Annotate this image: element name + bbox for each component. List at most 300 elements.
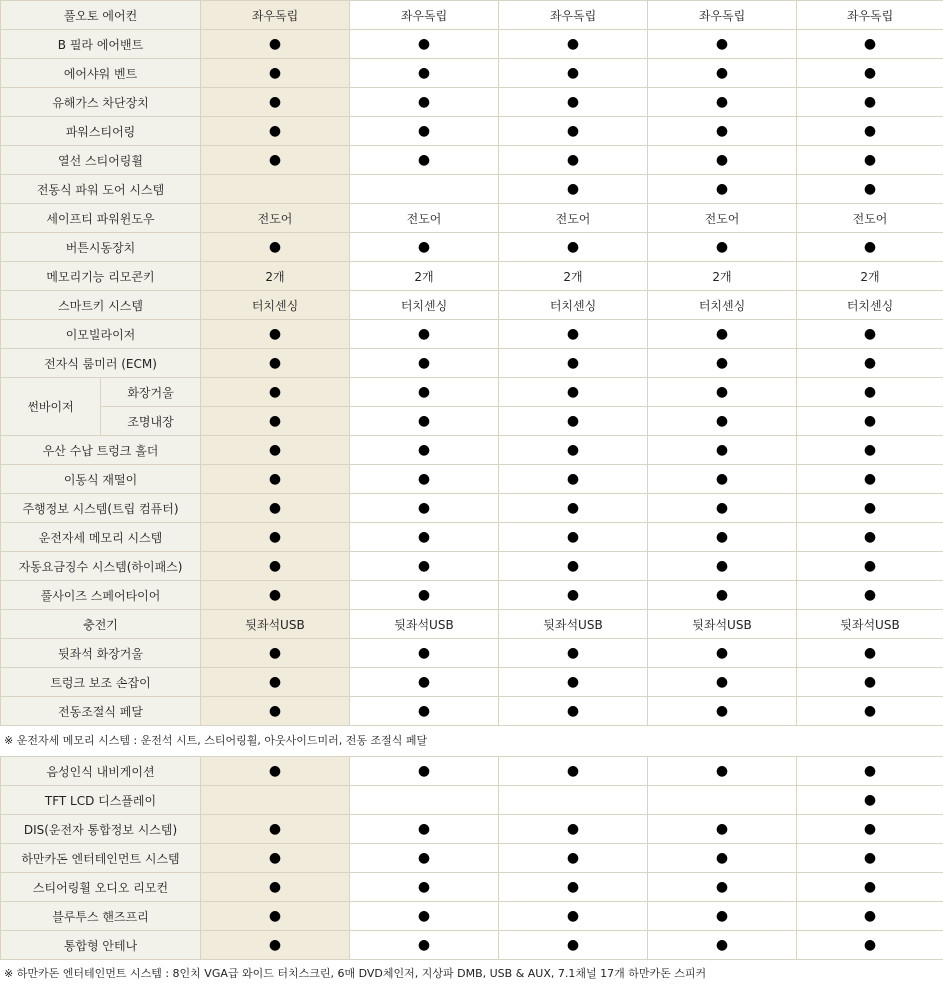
availability-dot bbox=[350, 88, 499, 117]
spec-row bbox=[1, 786, 943, 815]
spec-row bbox=[1, 59, 943, 88]
spec-value: 전도어 bbox=[350, 204, 499, 233]
dot-icon: ● bbox=[566, 471, 580, 487]
availability-dot bbox=[797, 59, 943, 88]
availability-dot bbox=[499, 349, 648, 378]
availability-dot bbox=[648, 146, 797, 175]
availability-dot bbox=[201, 668, 350, 697]
dot-icon: ● bbox=[715, 442, 729, 458]
dot-icon: ● bbox=[566, 239, 580, 255]
availability-dot bbox=[797, 873, 943, 902]
availability-dot bbox=[499, 175, 648, 204]
spec-row bbox=[1, 349, 943, 378]
row-label: 뒷좌석 화장거울 bbox=[1, 639, 201, 668]
dot-icon: ● bbox=[863, 529, 877, 545]
dot-icon: ● bbox=[417, 355, 431, 371]
row-label: 트렁크 보조 손잡이 bbox=[1, 668, 201, 697]
availability-dot bbox=[499, 844, 648, 873]
availability-dot bbox=[648, 931, 797, 960]
dot-icon: ● bbox=[715, 908, 729, 924]
availability-dot bbox=[797, 581, 943, 610]
row-label: 자동요금징수 시스템(하이패스) bbox=[1, 552, 201, 581]
availability-dot bbox=[201, 146, 350, 175]
dot-icon: ● bbox=[268, 326, 282, 342]
spec-value: 뒷좌석USB bbox=[350, 610, 499, 639]
row-label: 음성인식 내비게이션 bbox=[1, 757, 201, 786]
row-label: 전동식 파워 도어 시스템 bbox=[1, 175, 201, 204]
availability-dot bbox=[499, 59, 648, 88]
row-label: 운전자세 메모리 시스템 bbox=[1, 523, 201, 552]
spec-row bbox=[1, 407, 943, 436]
dot-icon: ● bbox=[268, 850, 282, 866]
spec-row bbox=[1, 697, 943, 726]
row-label: 메모리기능 리모콘키 bbox=[1, 262, 201, 291]
spec-value: 2개 bbox=[499, 262, 648, 291]
dot-icon: ● bbox=[715, 181, 729, 197]
availability-dot bbox=[797, 175, 943, 204]
spec-value: 뒷좌석USB bbox=[201, 610, 350, 639]
dot-icon: ● bbox=[715, 587, 729, 603]
availability-dot bbox=[797, 639, 943, 668]
dot-icon: ● bbox=[268, 703, 282, 719]
availability-dot bbox=[201, 815, 350, 844]
dot-icon: ● bbox=[566, 937, 580, 953]
dot-icon: ● bbox=[715, 94, 729, 110]
availability-dot bbox=[648, 844, 797, 873]
dot-icon: ● bbox=[863, 471, 877, 487]
availability-dot bbox=[350, 931, 499, 960]
spec-row bbox=[1, 320, 943, 349]
availability-dot bbox=[201, 697, 350, 726]
dot-icon: ● bbox=[268, 442, 282, 458]
availability-dot bbox=[797, 117, 943, 146]
row-label: 풀오토 에어컨 bbox=[1, 1, 201, 30]
availability-dot bbox=[499, 873, 648, 902]
dot-icon: ● bbox=[863, 792, 877, 808]
dot-icon: ● bbox=[715, 384, 729, 400]
empty-cell bbox=[201, 786, 350, 815]
dot-icon: ● bbox=[863, 65, 877, 81]
dot-icon: ● bbox=[863, 879, 877, 895]
spec-value: 전도어 bbox=[201, 204, 350, 233]
availability-dot bbox=[499, 146, 648, 175]
availability-dot bbox=[201, 88, 350, 117]
dot-icon: ● bbox=[268, 763, 282, 779]
spec-row bbox=[1, 262, 943, 291]
availability-dot bbox=[648, 436, 797, 465]
dot-icon: ● bbox=[715, 123, 729, 139]
dot-icon: ● bbox=[863, 500, 877, 516]
dot-icon: ● bbox=[417, 65, 431, 81]
spec-value: 터치센싱 bbox=[201, 291, 350, 320]
row-sub-label: 조명내장 bbox=[101, 407, 201, 436]
availability-dot bbox=[350, 349, 499, 378]
availability-dot bbox=[648, 873, 797, 902]
dot-icon: ● bbox=[566, 181, 580, 197]
dot-icon: ● bbox=[715, 500, 729, 516]
dot-icon: ● bbox=[417, 152, 431, 168]
dot-icon: ● bbox=[268, 529, 282, 545]
row-label: 통합형 안테나 bbox=[1, 931, 201, 960]
availability-dot bbox=[797, 902, 943, 931]
spec-value: 2개 bbox=[350, 262, 499, 291]
availability-dot bbox=[201, 320, 350, 349]
row-label: 이동식 재떨이 bbox=[1, 465, 201, 494]
availability-dot bbox=[201, 407, 350, 436]
spec-row bbox=[1, 581, 943, 610]
availability-dot bbox=[648, 581, 797, 610]
spec-value: 좌우독립 bbox=[499, 1, 648, 30]
dot-icon: ● bbox=[566, 36, 580, 52]
availability-dot bbox=[350, 30, 499, 59]
dot-icon: ● bbox=[417, 442, 431, 458]
dot-icon: ● bbox=[566, 152, 580, 168]
row-label: 유해가스 차단장치 bbox=[1, 88, 201, 117]
availability-dot bbox=[648, 378, 797, 407]
harman-kardon-note: ※ 하만카돈 엔터테인먼트 시스템 : 8인치 VGA급 와이드 터치스크린, 6매 DVD체인저, 지상파 DMB, USB & AUX, 7.1채널 17개 하만카돈 스피커 bbox=[4, 967, 707, 980]
dot-icon: ● bbox=[863, 587, 877, 603]
availability-dot bbox=[797, 407, 943, 436]
availability-dot bbox=[201, 931, 350, 960]
availability-dot bbox=[201, 233, 350, 262]
dot-icon: ● bbox=[566, 500, 580, 516]
availability-dot bbox=[350, 757, 499, 786]
availability-dot bbox=[648, 523, 797, 552]
dot-icon: ● bbox=[715, 355, 729, 371]
multimedia-spec-table bbox=[0, 756, 943, 960]
dot-icon: ● bbox=[715, 239, 729, 255]
dot-icon: ● bbox=[715, 558, 729, 574]
dot-icon: ● bbox=[417, 879, 431, 895]
spec-row bbox=[1, 815, 943, 844]
dot-icon: ● bbox=[863, 36, 877, 52]
dot-icon: ● bbox=[417, 36, 431, 52]
spec-row bbox=[1, 757, 943, 786]
dot-icon: ● bbox=[268, 413, 282, 429]
empty-cell bbox=[201, 175, 350, 204]
dot-icon: ● bbox=[863, 703, 877, 719]
dot-icon: ● bbox=[268, 36, 282, 52]
dot-icon: ● bbox=[566, 94, 580, 110]
dot-icon: ● bbox=[715, 821, 729, 837]
dot-icon: ● bbox=[417, 763, 431, 779]
dot-icon: ● bbox=[268, 239, 282, 255]
availability-dot bbox=[648, 465, 797, 494]
spec-value: 전도어 bbox=[797, 204, 943, 233]
availability-dot bbox=[499, 436, 648, 465]
row-label: 스마트키 시스템 bbox=[1, 291, 201, 320]
availability-dot bbox=[499, 757, 648, 786]
spec-value: 좌우독립 bbox=[201, 1, 350, 30]
dot-icon: ● bbox=[715, 879, 729, 895]
dot-icon: ● bbox=[566, 908, 580, 924]
availability-dot bbox=[350, 581, 499, 610]
spec-row bbox=[1, 146, 943, 175]
dot-icon: ● bbox=[566, 850, 580, 866]
dot-icon: ● bbox=[863, 384, 877, 400]
availability-dot bbox=[648, 552, 797, 581]
dot-icon: ● bbox=[863, 355, 877, 371]
spec-value: 뒷좌석USB bbox=[648, 610, 797, 639]
availability-dot bbox=[201, 757, 350, 786]
availability-dot bbox=[648, 407, 797, 436]
empty-cell bbox=[350, 175, 499, 204]
availability-dot bbox=[797, 494, 943, 523]
availability-dot bbox=[201, 639, 350, 668]
dot-icon: ● bbox=[863, 558, 877, 574]
dot-icon: ● bbox=[268, 937, 282, 953]
row-label: 하만카돈 엔터테인먼트 시스템 bbox=[1, 844, 201, 873]
dot-icon: ● bbox=[566, 355, 580, 371]
dot-icon: ● bbox=[863, 239, 877, 255]
spec-row bbox=[1, 931, 943, 960]
empty-cell bbox=[648, 786, 797, 815]
availability-dot bbox=[648, 815, 797, 844]
dot-icon: ● bbox=[417, 471, 431, 487]
row-group-label: 썬바이저 bbox=[1, 378, 101, 436]
availability-dot bbox=[648, 59, 797, 88]
dot-icon: ● bbox=[566, 645, 580, 661]
availability-dot bbox=[797, 349, 943, 378]
dot-icon: ● bbox=[863, 123, 877, 139]
spec-value: 뒷좌석USB bbox=[797, 610, 943, 639]
row-sub-label: 화장거울 bbox=[101, 378, 201, 407]
dot-icon: ● bbox=[417, 239, 431, 255]
dot-icon: ● bbox=[417, 94, 431, 110]
dot-icon: ● bbox=[715, 703, 729, 719]
dot-icon: ● bbox=[715, 326, 729, 342]
dot-icon: ● bbox=[566, 413, 580, 429]
row-label: DIS(운전자 통합정보 시스템) bbox=[1, 815, 201, 844]
spec-row bbox=[1, 204, 943, 233]
spec-value: 2개 bbox=[797, 262, 943, 291]
dot-icon: ● bbox=[566, 763, 580, 779]
availability-dot bbox=[350, 902, 499, 931]
dot-icon: ● bbox=[863, 326, 877, 342]
availability-dot bbox=[499, 30, 648, 59]
row-label: B 필라 에어밴트 bbox=[1, 30, 201, 59]
spec-row bbox=[1, 523, 943, 552]
availability-dot bbox=[350, 873, 499, 902]
spec-row bbox=[1, 436, 943, 465]
availability-dot bbox=[201, 465, 350, 494]
dot-icon: ● bbox=[566, 326, 580, 342]
spec-value: 터치센싱 bbox=[797, 291, 943, 320]
availability-dot bbox=[201, 59, 350, 88]
dot-icon: ● bbox=[417, 821, 431, 837]
row-label: 전자식 룸미러 (ECM) bbox=[1, 349, 201, 378]
availability-dot bbox=[350, 436, 499, 465]
availability-dot bbox=[648, 697, 797, 726]
availability-dot bbox=[350, 320, 499, 349]
dot-icon: ● bbox=[268, 645, 282, 661]
spec-row bbox=[1, 30, 943, 59]
availability-dot bbox=[350, 668, 499, 697]
row-label: 세이프티 파워윈도우 bbox=[1, 204, 201, 233]
row-label: 주행정보 시스템(트립 컴퓨터) bbox=[1, 494, 201, 523]
row-label: 충전기 bbox=[1, 610, 201, 639]
dot-icon: ● bbox=[566, 384, 580, 400]
spec-row bbox=[1, 291, 943, 320]
dot-icon: ● bbox=[566, 674, 580, 690]
dot-icon: ● bbox=[417, 674, 431, 690]
availability-dot bbox=[648, 349, 797, 378]
dot-icon: ● bbox=[268, 558, 282, 574]
spec-row bbox=[1, 902, 943, 931]
availability-dot bbox=[350, 494, 499, 523]
spec-row bbox=[1, 552, 943, 581]
availability-dot bbox=[499, 523, 648, 552]
spec-row bbox=[1, 233, 943, 262]
availability-dot bbox=[648, 320, 797, 349]
availability-dot bbox=[499, 815, 648, 844]
availability-dot bbox=[648, 175, 797, 204]
dot-icon: ● bbox=[268, 908, 282, 924]
availability-dot bbox=[201, 581, 350, 610]
spec-value: 뒷좌석USB bbox=[499, 610, 648, 639]
spec-value: 2개 bbox=[648, 262, 797, 291]
row-label: 이모빌라이저 bbox=[1, 320, 201, 349]
spec-value: 좌우독립 bbox=[350, 1, 499, 30]
dot-icon: ● bbox=[417, 587, 431, 603]
availability-dot bbox=[201, 436, 350, 465]
availability-dot bbox=[648, 494, 797, 523]
spec-row bbox=[1, 844, 943, 873]
dot-icon: ● bbox=[715, 850, 729, 866]
dot-icon: ● bbox=[417, 558, 431, 574]
dot-icon: ● bbox=[863, 908, 877, 924]
availability-dot bbox=[797, 668, 943, 697]
availability-dot bbox=[648, 88, 797, 117]
availability-dot bbox=[499, 668, 648, 697]
spec-value: 터치센싱 bbox=[350, 291, 499, 320]
availability-dot bbox=[797, 523, 943, 552]
availability-dot bbox=[350, 59, 499, 88]
dot-icon: ● bbox=[715, 65, 729, 81]
availability-dot bbox=[350, 697, 499, 726]
spec-value: 2개 bbox=[201, 262, 350, 291]
availability-dot bbox=[350, 844, 499, 873]
dot-icon: ● bbox=[268, 674, 282, 690]
availability-dot bbox=[350, 523, 499, 552]
spec-row bbox=[1, 639, 943, 668]
availability-dot bbox=[797, 30, 943, 59]
availability-dot bbox=[499, 552, 648, 581]
row-label: 우산 수납 트렁크 홀더 bbox=[1, 436, 201, 465]
dot-icon: ● bbox=[715, 152, 729, 168]
dot-icon: ● bbox=[268, 879, 282, 895]
dot-icon: ● bbox=[566, 587, 580, 603]
availability-dot bbox=[499, 407, 648, 436]
dot-icon: ● bbox=[863, 763, 877, 779]
availability-dot bbox=[797, 815, 943, 844]
availability-dot bbox=[499, 697, 648, 726]
dot-icon: ● bbox=[417, 529, 431, 545]
dot-icon: ● bbox=[417, 326, 431, 342]
dot-icon: ● bbox=[863, 645, 877, 661]
availability-dot bbox=[797, 378, 943, 407]
spec-row bbox=[1, 88, 943, 117]
dot-icon: ● bbox=[268, 152, 282, 168]
availability-dot bbox=[797, 697, 943, 726]
availability-dot bbox=[499, 639, 648, 668]
row-label: 파워스티어링 bbox=[1, 117, 201, 146]
row-label: 에어샤워 벤트 bbox=[1, 59, 201, 88]
dot-icon: ● bbox=[268, 821, 282, 837]
dot-icon: ● bbox=[417, 850, 431, 866]
availability-dot bbox=[648, 30, 797, 59]
spec-row bbox=[1, 668, 943, 697]
dot-icon: ● bbox=[863, 442, 877, 458]
dot-icon: ● bbox=[566, 529, 580, 545]
dot-icon: ● bbox=[268, 355, 282, 371]
dot-icon: ● bbox=[268, 500, 282, 516]
dot-icon: ● bbox=[566, 821, 580, 837]
availability-dot bbox=[499, 931, 648, 960]
dot-icon: ● bbox=[566, 123, 580, 139]
dot-icon: ● bbox=[417, 413, 431, 429]
availability-dot bbox=[797, 436, 943, 465]
dot-icon: ● bbox=[268, 471, 282, 487]
availability-dot bbox=[201, 552, 350, 581]
availability-dot bbox=[201, 349, 350, 378]
availability-dot bbox=[797, 757, 943, 786]
availability-dot bbox=[350, 639, 499, 668]
dot-icon: ● bbox=[863, 181, 877, 197]
dot-icon: ● bbox=[566, 442, 580, 458]
availability-dot bbox=[350, 465, 499, 494]
availability-dot bbox=[797, 146, 943, 175]
availability-dot bbox=[350, 378, 499, 407]
availability-dot bbox=[499, 320, 648, 349]
availability-dot bbox=[648, 233, 797, 262]
availability-dot bbox=[201, 117, 350, 146]
dot-icon: ● bbox=[268, 384, 282, 400]
availability-dot bbox=[201, 378, 350, 407]
spec-row bbox=[1, 494, 943, 523]
dot-icon: ● bbox=[863, 850, 877, 866]
empty-cell bbox=[350, 786, 499, 815]
availability-dot bbox=[201, 902, 350, 931]
availability-dot bbox=[350, 815, 499, 844]
dot-icon: ● bbox=[417, 908, 431, 924]
dot-icon: ● bbox=[863, 821, 877, 837]
dot-icon: ● bbox=[417, 937, 431, 953]
availability-dot bbox=[797, 88, 943, 117]
dot-icon: ● bbox=[268, 94, 282, 110]
dot-icon: ● bbox=[566, 879, 580, 895]
availability-dot bbox=[350, 117, 499, 146]
dot-icon: ● bbox=[863, 937, 877, 953]
row-label: 열선 스티어링휠 bbox=[1, 146, 201, 175]
dot-icon: ● bbox=[417, 500, 431, 516]
dot-icon: ● bbox=[566, 558, 580, 574]
availability-dot bbox=[350, 146, 499, 175]
availability-dot bbox=[201, 30, 350, 59]
availability-dot bbox=[350, 407, 499, 436]
row-label: TFT LCD 디스플레이 bbox=[1, 786, 201, 815]
availability-dot bbox=[797, 844, 943, 873]
spec-value: 전도어 bbox=[499, 204, 648, 233]
row-label: 전동조절식 페달 bbox=[1, 697, 201, 726]
dot-icon: ● bbox=[715, 471, 729, 487]
availability-dot bbox=[648, 639, 797, 668]
dot-icon: ● bbox=[268, 123, 282, 139]
availability-dot bbox=[797, 465, 943, 494]
availability-dot bbox=[499, 233, 648, 262]
empty-cell bbox=[499, 786, 648, 815]
availability-dot bbox=[797, 233, 943, 262]
